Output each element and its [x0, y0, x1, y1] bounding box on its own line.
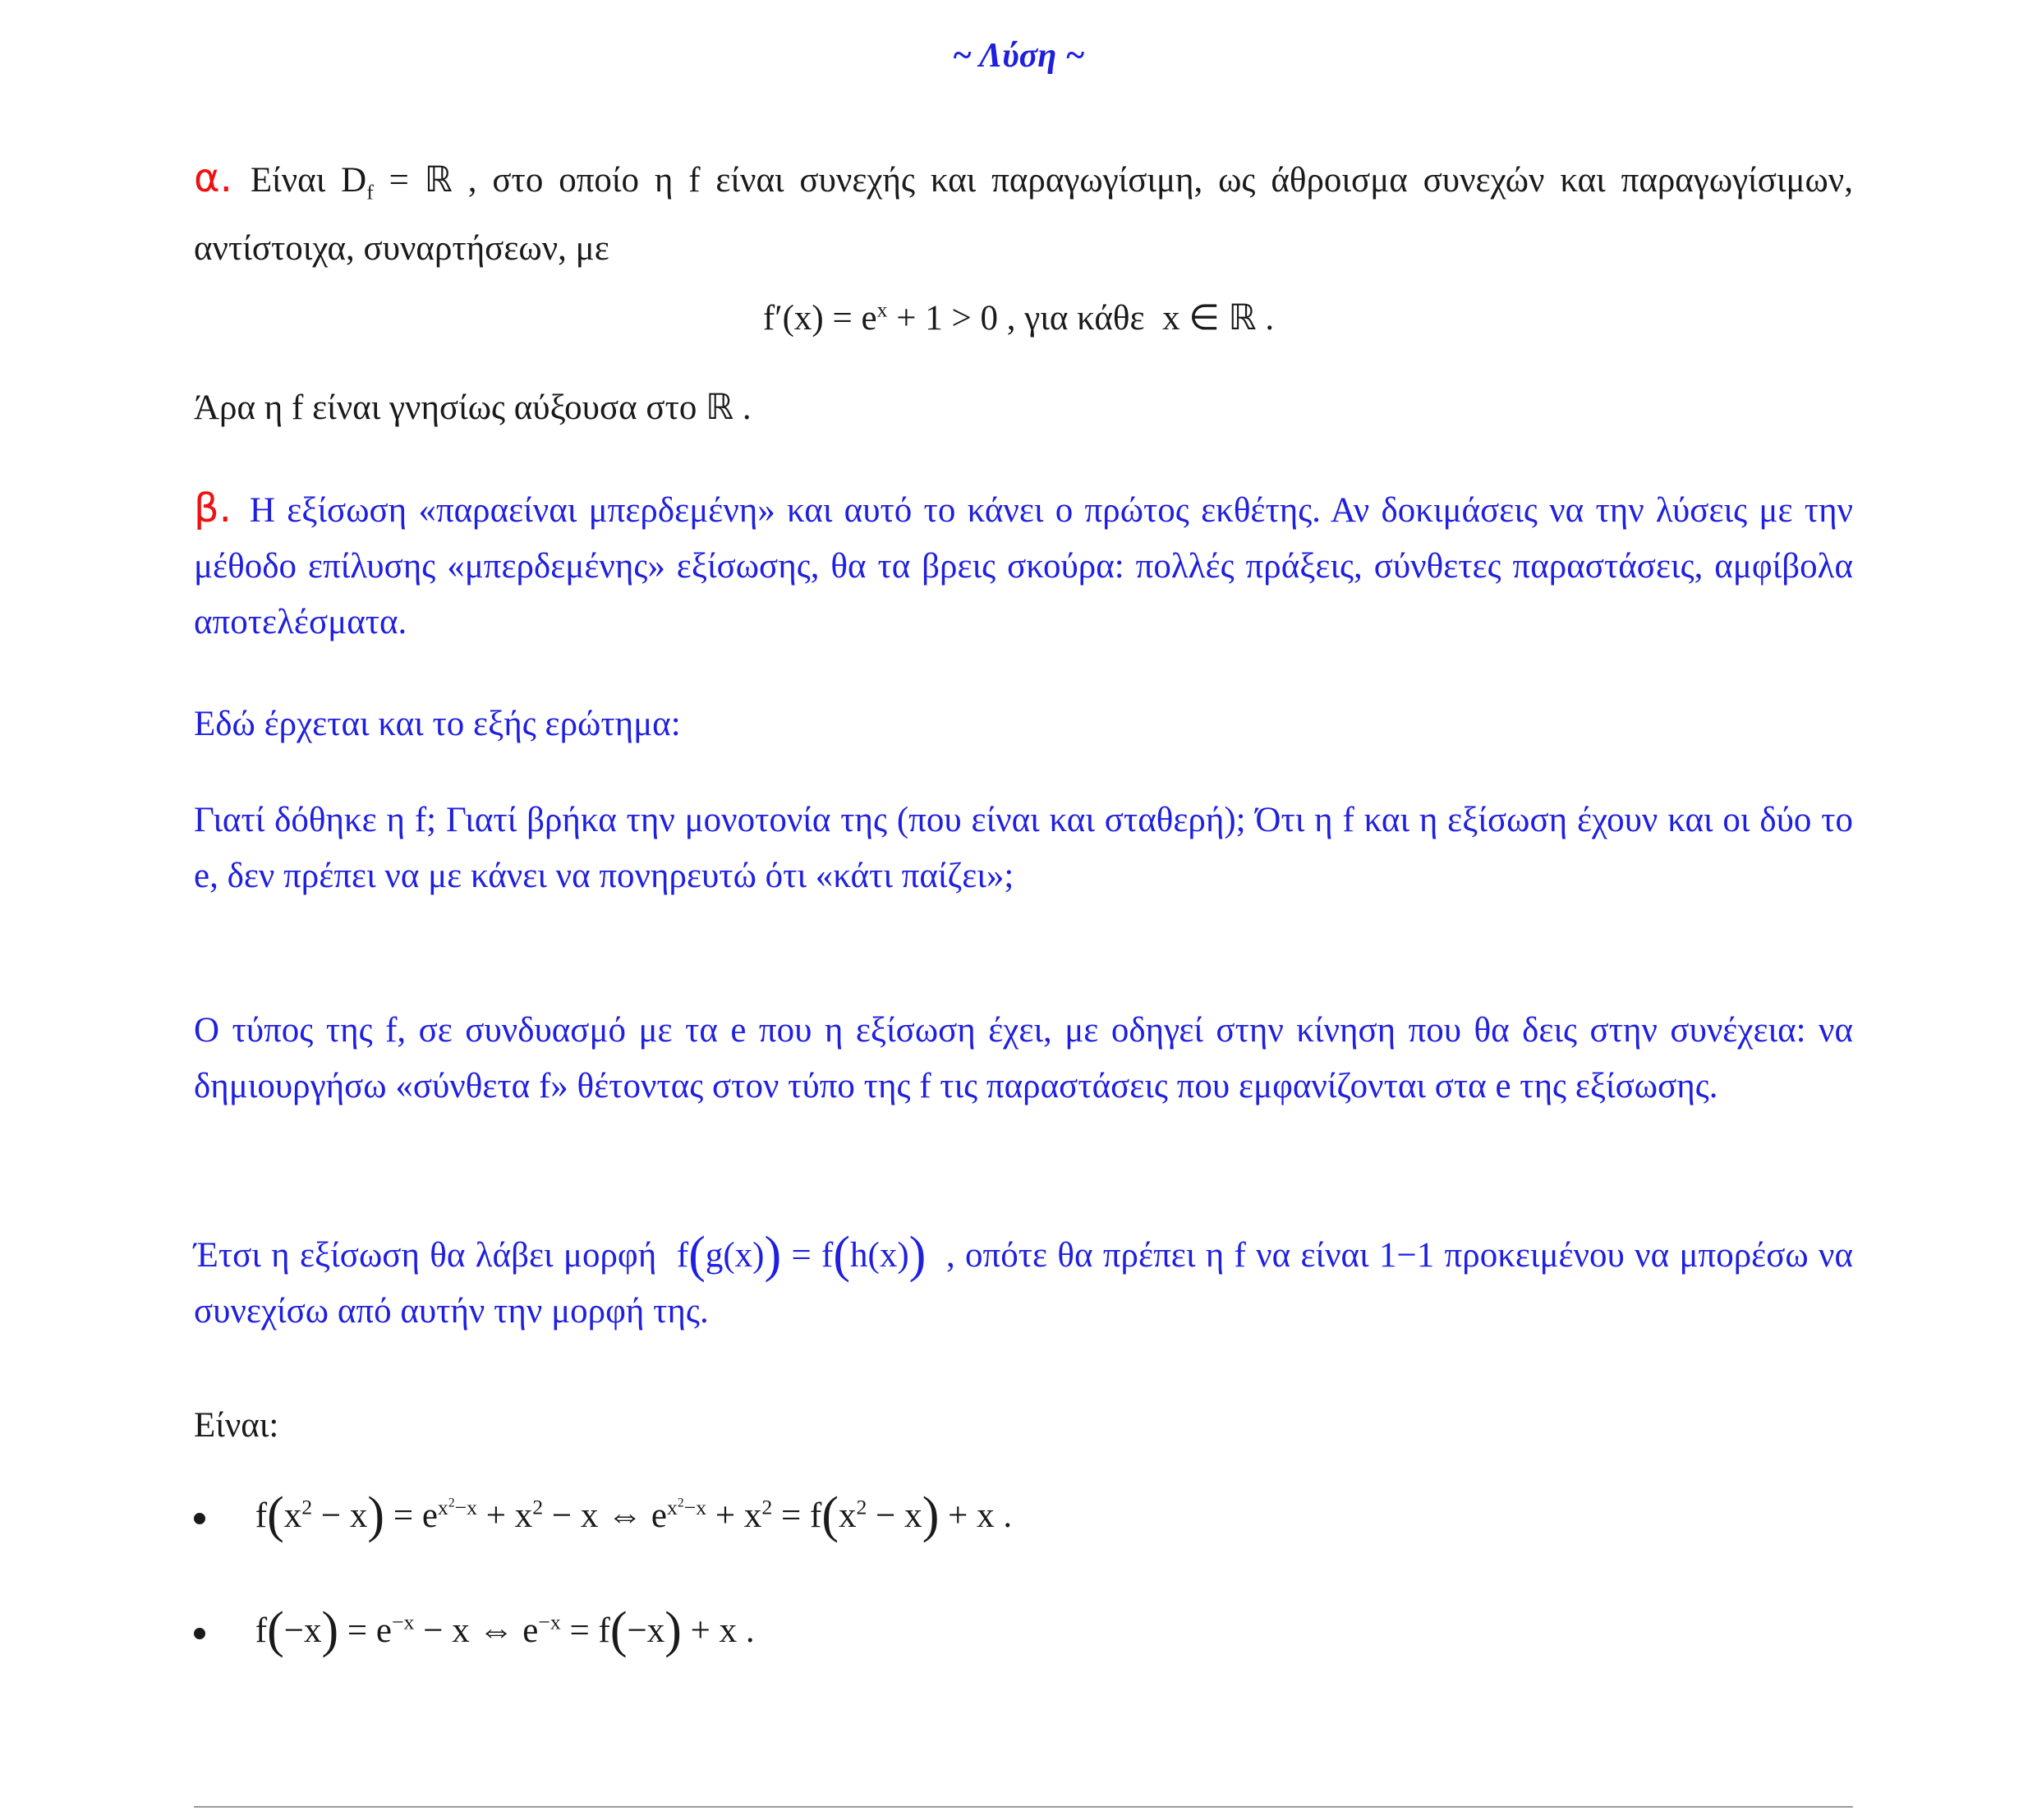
- part-b-paragraph-1: [194, 480, 1853, 650]
- bullet-dot: [194, 1513, 205, 1524]
- bullet-item-1: $f(x^2 - x) = e^{x^2-x} + x^2 - x$ ⇔ $e^{x^2-x} + x^2 = f(x^2 - x) + x$ .: [194, 1487, 1837, 1545]
- part-b-paragraph-4: Ο τύπος της f, σε συνδυασμό με τα e που η εξίσωση έχει, με οδηγεί στην κίνηση που θα δεις στην συνέχεια: να δημιουργήσω «σύνθετα f» θέτοντας στον τύπο της f τις παραστάσεις που εμφανίζονται στα e της εξίσωσης.: [194, 1011, 1853, 1105]
- part-b-label: β.: [194, 485, 232, 531]
- bullet-dot: [194, 1628, 205, 1639]
- part-b-paragraph-5: Έτσι η εξίσωση θα λάβει μορφή f(g(x)) = f(h(x)) , οπότε θα πρέπει η f να είναι 1−1 προκειμένου να μπορέσω να συνεχίσω από αυτήν την μορφή της.: [194, 1227, 1853, 1331]
- solution-title: ~ Λύση ~: [952, 37, 1085, 75]
- part-a-label: α.: [194, 155, 232, 201]
- part-a-conclusion: Άρα η f είναι γνησίως αύξουσα στο ℝ .: [194, 388, 752, 427]
- part-b-paragraph-6: Είναι:: [194, 1406, 279, 1445]
- bullet-item-2: $f(-x) = e^{-x} - x$ ⇔ $e^{-x} = f(-x) + x$ .: [194, 1602, 1837, 1660]
- part-b-paragraph-2: Εδώ έρχεται και το εξής ερώτημα:: [194, 705, 681, 743]
- footer-divider: [194, 1806, 1853, 1808]
- part-a-paragraph: α. Είναι $D_f$ = ℝ , στο οποίο η f είναι συνεχής και παραγωγίσιμη, ως άθροισμα συνεχών και παραγωγίσιμων, αντίστοιχα, συναρτήσεων, με: [194, 155, 1854, 268]
- part-b-paragraph-3: Γιατί δόθηκε η f; Γιατί βρήκα την μονοτονία της (που είναι και σταθερή); Ότι η f και η εξίσωση έχουν και οι δύο το e, δεν πρέπει να με κάνει να πονηρευτώ ότι «κάτι παίζει»;: [194, 801, 1853, 895]
- part-b-paragraph-1-text: Η εξίσωση «παραείναι μπερδεμένη» και αυτό το κάνει ο πρώτος εκθέτης. Αν δοκιμάσεις να την λύσεις με την μέθοδο επίλυσης «μπερδεμένης» εξίσωσης, θα τα βρεις σκούρα: πολλές πράξεις, σύνθετες παραστάσεις, αμφίβολα αποτελέσματα.: [194, 491, 1853, 641]
- derivative-formula: $f'(x) = e^x + 1 > 0$ , για κάθε x ∈ ℝ .: [762, 297, 1275, 338]
